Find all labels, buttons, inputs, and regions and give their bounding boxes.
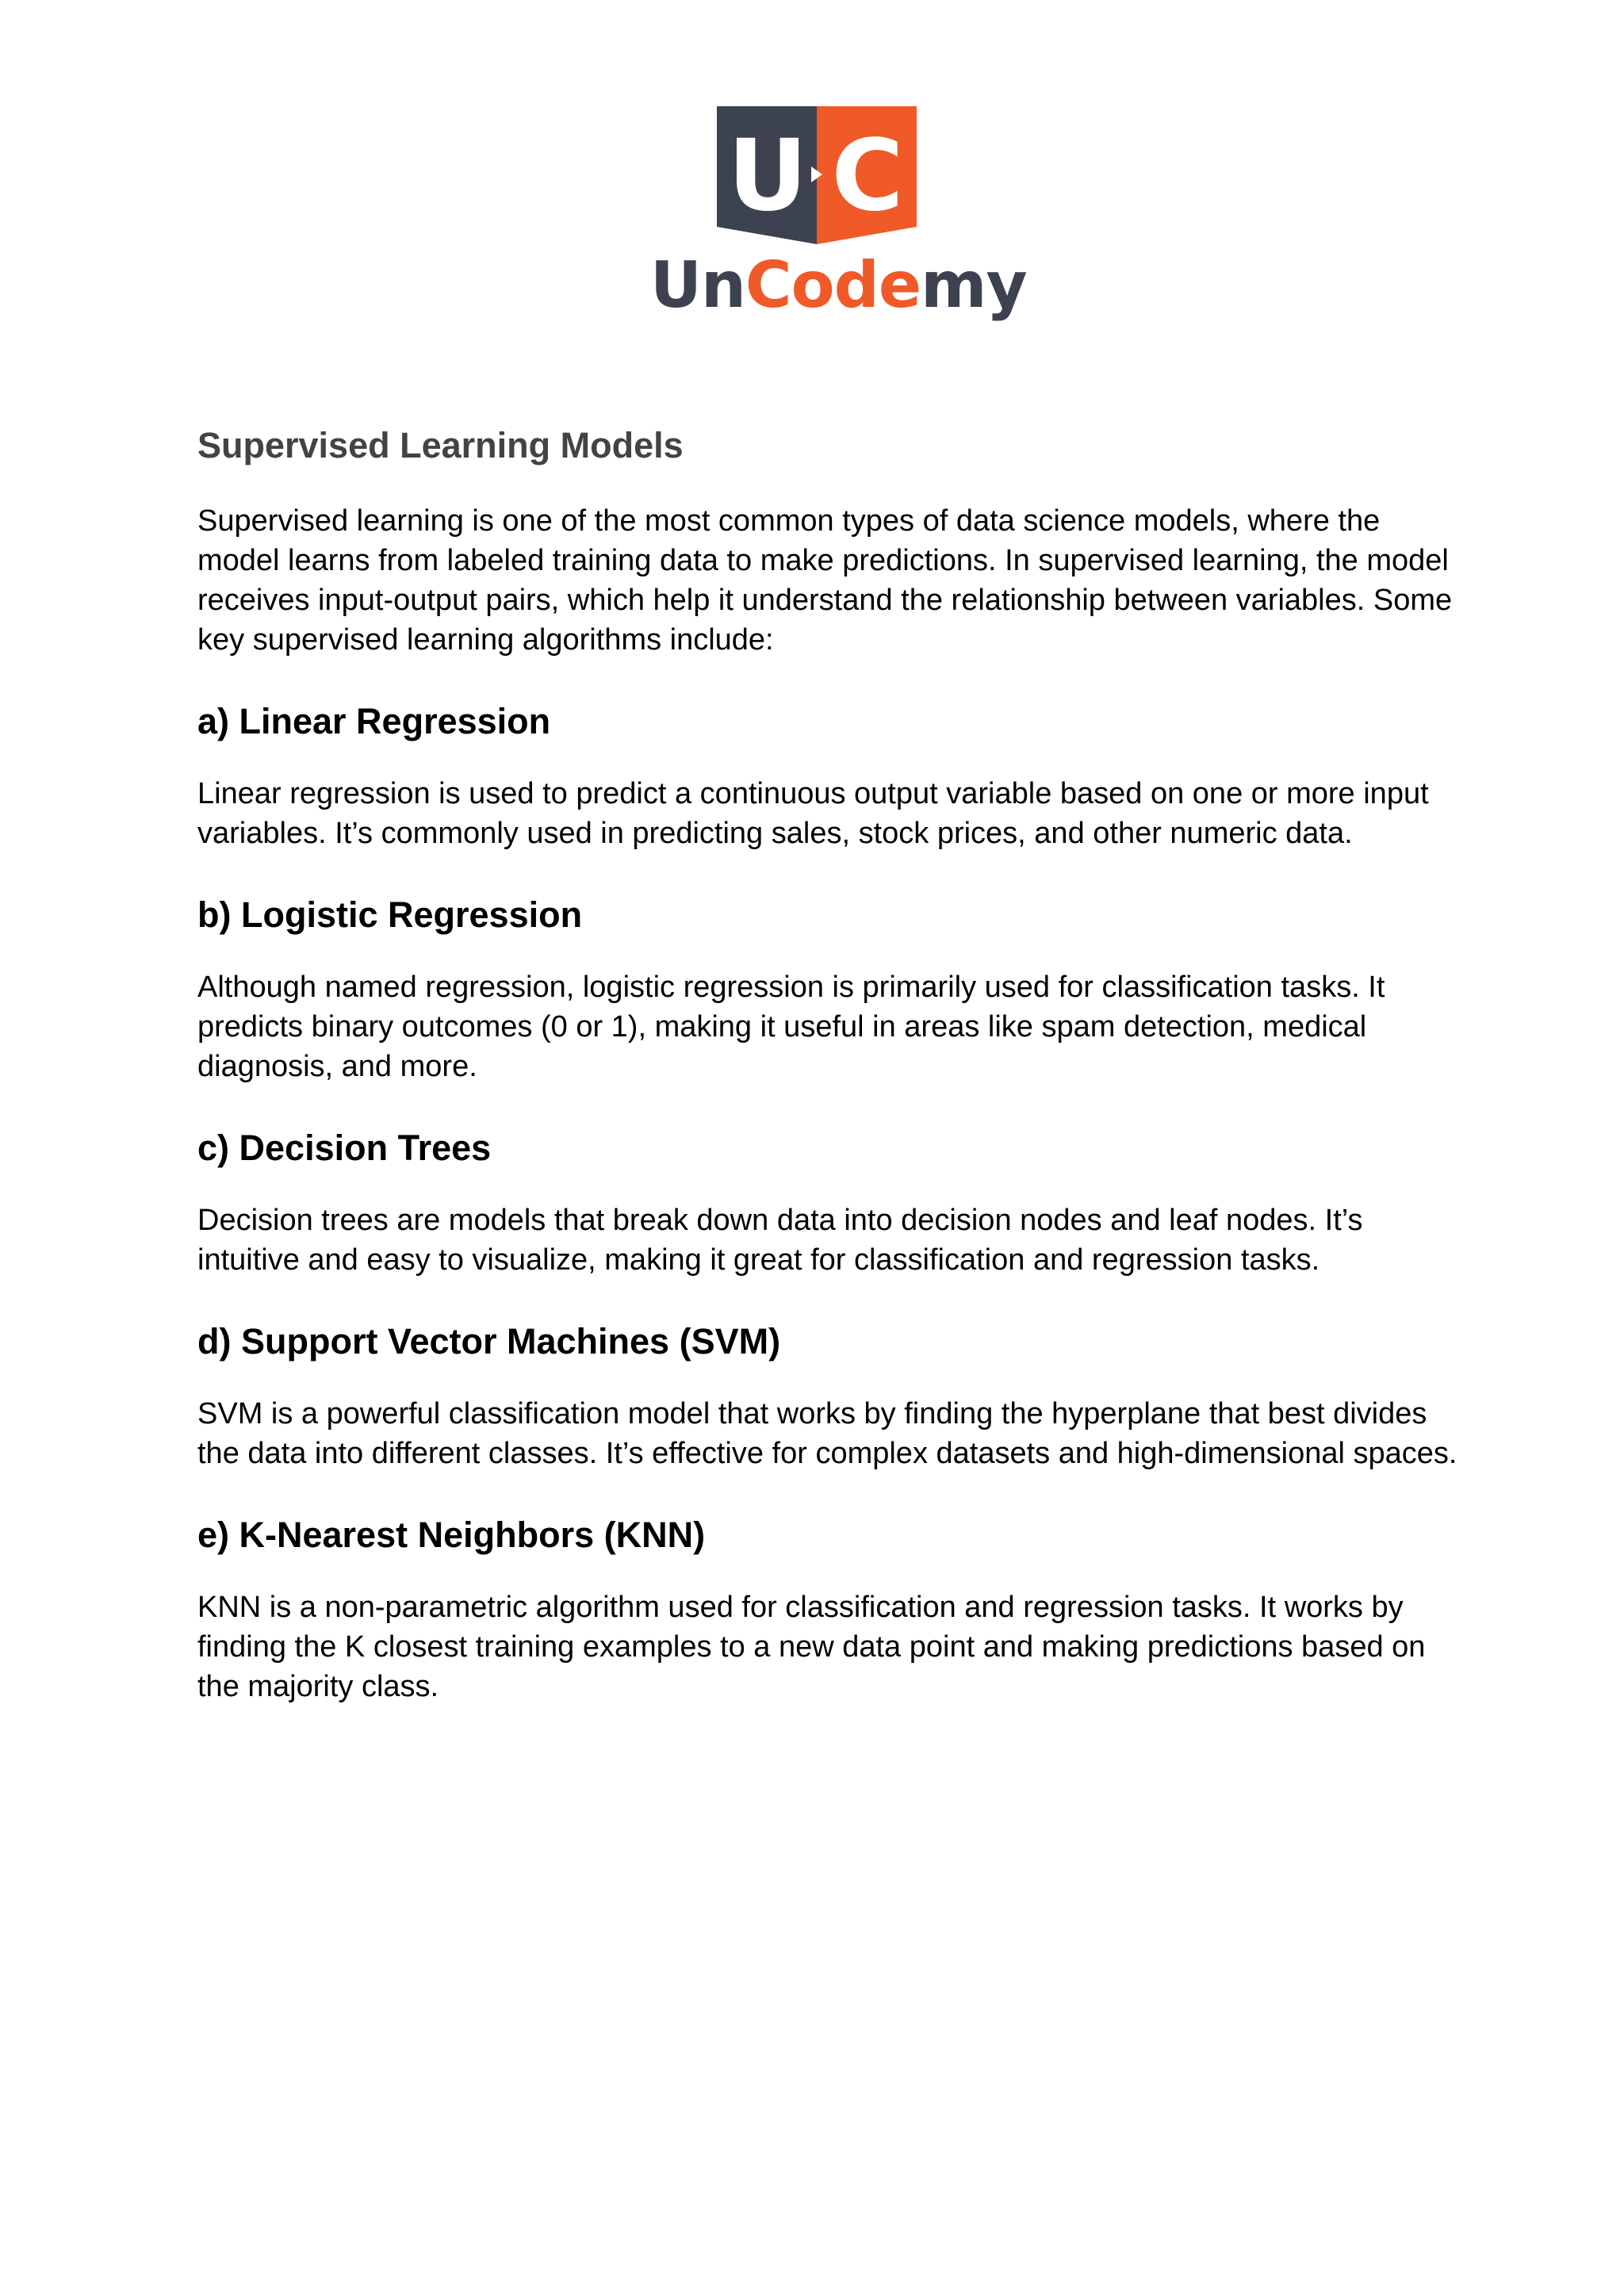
document-body — [197, 422, 1466, 1706]
uc-logo-mark-icon — [717, 106, 917, 244]
section-decision-trees — [197, 1124, 1466, 1280]
section-linear-regression — [197, 698, 1466, 853]
page-title: Supervised Learning Models — [197, 425, 684, 465]
section-body: Linear regression is used to predict a continuous output variable based on one or more input variables. It’s commonly used in predicting sales, stock prices, and other numeric data. — [197, 777, 1429, 850]
section-knn — [197, 1511, 1466, 1706]
logo-mark-letter-u: U — [727, 119, 808, 233]
wordmark-part-my: my — [921, 248, 1027, 322]
intro-paragraph: Supervised learning is one of the most common types of data science models, where the model learns from labeled training data to make predictions. In supervised learning, the model receives input-output pairs, which help it understand the relationship between variables. Some key supervised learning algorithms include: — [197, 504, 1453, 657]
uncodemy-logo — [650, 103, 1027, 325]
wordmark-part-un: Un — [650, 248, 745, 322]
logo-mark-letter-c: C — [831, 119, 904, 233]
section-body: Decision trees are models that break down data into decision nodes and leaf nodes. It’s intuitive and easy to visualize, making it great for classification and regression tasks. — [197, 1204, 1363, 1277]
section-heading: b) Logistic Regression — [197, 894, 583, 935]
section-body: SVM is a powerful classification model that works by finding the hyperplane that best divides the data into different classes. It’s effective for complex datasets and high-dimensional spaces. — [197, 1397, 1457, 1470]
section-heading: a) Linear Regression — [197, 701, 551, 741]
section-heading: e) K-Nearest Neighbors (KNN) — [197, 1515, 706, 1555]
logo-wordmark — [650, 246, 1027, 325]
section-heading: c) Decision Trees — [197, 1128, 492, 1168]
section-logistic-regression — [197, 891, 1466, 1086]
section-body: KNN is a non-parametric algorithm used for classification and regression tasks. It works by finding the K closest training examples to a new data point and making predictions based on the majority class. — [197, 1591, 1426, 1703]
section-body: Although named regression, logistic regression is primarily used for classification tasks. It predicts binary outcomes (0 or 1), making it useful in areas like spam detection, medical diagnosis, and more. — [197, 971, 1385, 1083]
section-svm — [197, 1318, 1466, 1473]
section-heading: d) Support Vector Machines (SVM) — [197, 1321, 781, 1361]
wordmark-part-code: Code — [745, 248, 921, 322]
